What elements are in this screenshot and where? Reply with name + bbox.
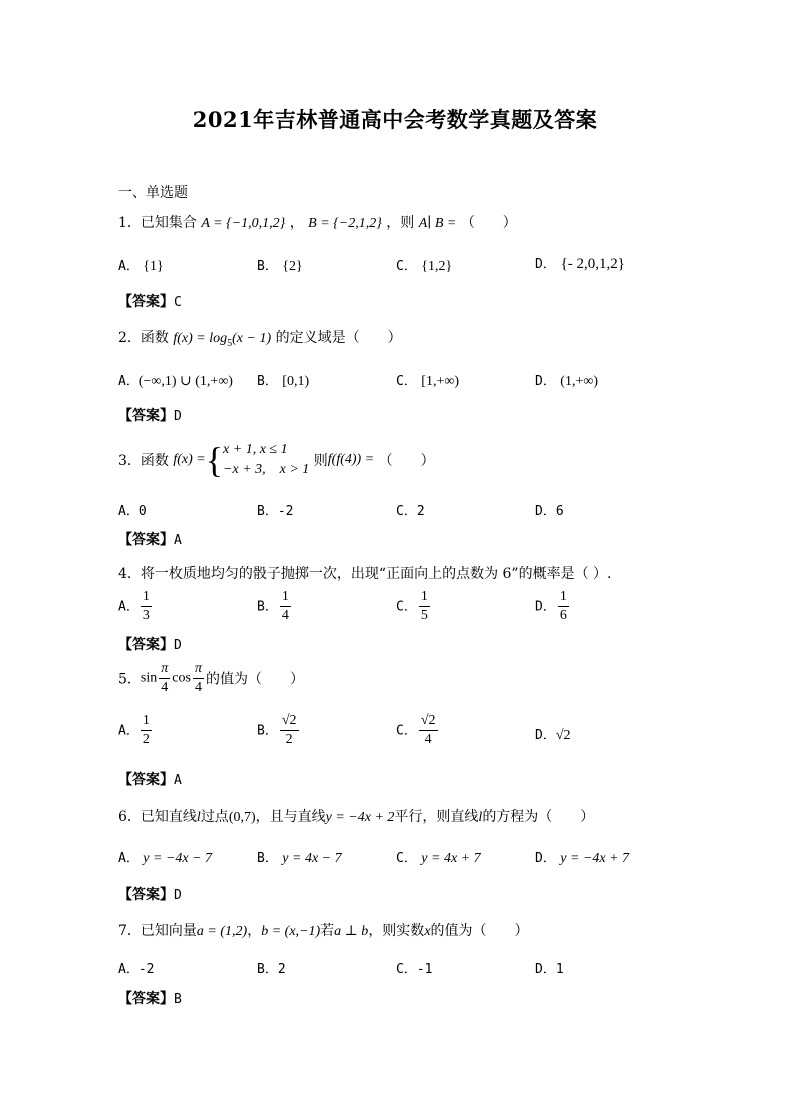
q6-line-l-2: l [478, 810, 483, 825]
question-3 [118, 440, 435, 480]
q5-stem: 5． [118, 671, 141, 688]
q5-option-d: D．√2 [535, 728, 571, 743]
q7-option-b: B．2 [257, 962, 286, 977]
q6-option-c: C． y = 4x + 7 [396, 851, 481, 866]
q3-answer: 【答案】A [118, 532, 182, 548]
q5-sin: sin [140, 670, 158, 686]
q4-fraction-d: $\frac{1}{6}$ [559, 589, 567, 623]
q1-option-a: A． {1} [118, 259, 164, 274]
q3-brace: { [205, 440, 224, 480]
q2-func: f(x) = log [173, 331, 228, 346]
question-4: 4．将一枚质地均匀的骰子抛掷一次，出现“正面向上的点数为 6”的概率是（ ）. [118, 566, 612, 582]
q1-option-c: C． {1,2} [396, 259, 453, 274]
q1-set-a: A = {−1,0,1,2} [201, 216, 286, 231]
q6-option-d: D． y = −4x + 7 [535, 851, 630, 866]
q4-option-b: B． $\frac{1}{4}$ [257, 589, 289, 623]
q7-x: x [424, 924, 431, 939]
q1-option-d: D． {- 2,0,1,2} [535, 256, 626, 272]
q5-answer: 【答案】A [118, 772, 182, 788]
q4-option-d: D． $\frac{1}{6}$ [535, 589, 567, 623]
q3-cases: x + 1, x ≤ 1 −x + 3, x > 1 [223, 442, 310, 477]
q6-tail: 的方程为（ ） [482, 809, 595, 825]
q2-arg: (x − 1) [232, 331, 272, 346]
q5-frac-2: $\frac{\pi}{4}$ [194, 661, 202, 695]
q7-mid2: ，则实数 [368, 923, 425, 939]
q2-option-b: B． [0,1) [257, 374, 310, 389]
q1-stem: 1．已知集合 [118, 215, 197, 231]
q1-tail: ，则 [386, 215, 415, 231]
q2-tail: 的定义域是（ ） [275, 330, 402, 346]
q3-paren: （ ） [378, 453, 435, 469]
q4-answer: 【答案】D [118, 637, 182, 653]
q7-mid: 若 [320, 923, 335, 939]
q6-answer: 【答案】D [118, 887, 182, 903]
question-7 [118, 920, 529, 940]
q6-mid1: 过点 [200, 809, 229, 825]
q7-vector-a: a = (1,2) [196, 924, 248, 939]
q1-answer: 【答案】C [118, 294, 182, 310]
q7-option-a: A．-2 [118, 962, 155, 977]
q6-mid2: ，且与直线 [255, 809, 326, 825]
q2-answer: 【答案】D [118, 408, 182, 424]
q2-option-c: C． [1,+∞) [396, 374, 459, 389]
q7-perp: a ⊥ b [334, 924, 369, 939]
question-2 [118, 327, 402, 349]
q1-set-b: B = {−2,1,2} [308, 216, 382, 231]
q2-log-base: 5 [227, 337, 233, 349]
q6-stem: 6．已知直线 [118, 809, 197, 825]
q4-option-a: A． $\frac{1}{3}$ [118, 589, 150, 623]
q1-option-b: B． {2} [257, 259, 303, 274]
q1-paren: （ ） [460, 215, 517, 231]
q5-tail: 的值为（ ） [205, 671, 304, 688]
q3-option-d: D．6 [535, 504, 564, 519]
q4-fraction-a: $\frac{1}{3}$ [142, 589, 150, 623]
q6-option-a: A． y = −4x − 7 [118, 851, 213, 866]
q3-func: f(x) = [173, 452, 206, 467]
q7-sep: ， [247, 923, 262, 939]
q5-option-b: B． $\frac{√2}{2}$ [257, 713, 297, 747]
page-title: 2021年吉林普通高中会考数学真题及答案 [192, 107, 598, 132]
question-6 [118, 806, 594, 826]
q4-option-c: C． $\frac{1}{5}$ [396, 589, 428, 623]
q3-then: 则 [313, 453, 328, 469]
q5-option-a: A． $\frac{1}{2}$ [118, 713, 150, 747]
question-5 [118, 660, 304, 697]
question-1 [118, 212, 517, 232]
q4-fraction-b: $\frac{1}{4}$ [281, 589, 289, 623]
q5-option-c: C． $\frac{√2}{4}$ [396, 713, 436, 747]
q3-stem: 3．函数 [118, 453, 169, 469]
q3-option-c: C．2 [396, 504, 425, 519]
q4-fraction-c: $\frac{1}{5}$ [420, 589, 428, 623]
q3-option-b: B．-2 [257, 504, 294, 519]
q2-stem: 2．函数 [118, 330, 169, 346]
q7-tail: 的值为（ ） [430, 923, 529, 939]
q2-option-a: A．(−∞,1) ∪ (1,+∞) [118, 374, 233, 389]
q1-expr: A∣ B = [418, 216, 457, 231]
q2-option-d: D． (1,+∞) [535, 374, 598, 389]
q6-given-line: y = −4x + 2 [325, 810, 395, 825]
q7-stem: 7．已知向量 [118, 923, 197, 939]
q6-line-l: l [196, 810, 201, 825]
q7-answer: 【答案】B [118, 991, 182, 1007]
q6-mid3: 平行，则直线 [394, 809, 479, 825]
q6-point: (0,7) [228, 810, 256, 825]
q1-sep: ， [289, 215, 304, 231]
q7-option-d: D．1 [535, 962, 564, 977]
q5-frac-1: $\frac{\pi}{4}$ [161, 661, 169, 695]
q3-option-a: A．0 [118, 504, 147, 519]
q5-cos: cos [172, 670, 191, 686]
q6-option-b: B． y = 4x − 7 [257, 851, 342, 866]
section-heading: 一、单选题 [118, 185, 188, 201]
q3-comp: f(f(4)) = [327, 452, 375, 467]
q7-vector-b: b = (x,−1) [261, 924, 321, 939]
q7-option-c: C．-1 [396, 962, 433, 977]
